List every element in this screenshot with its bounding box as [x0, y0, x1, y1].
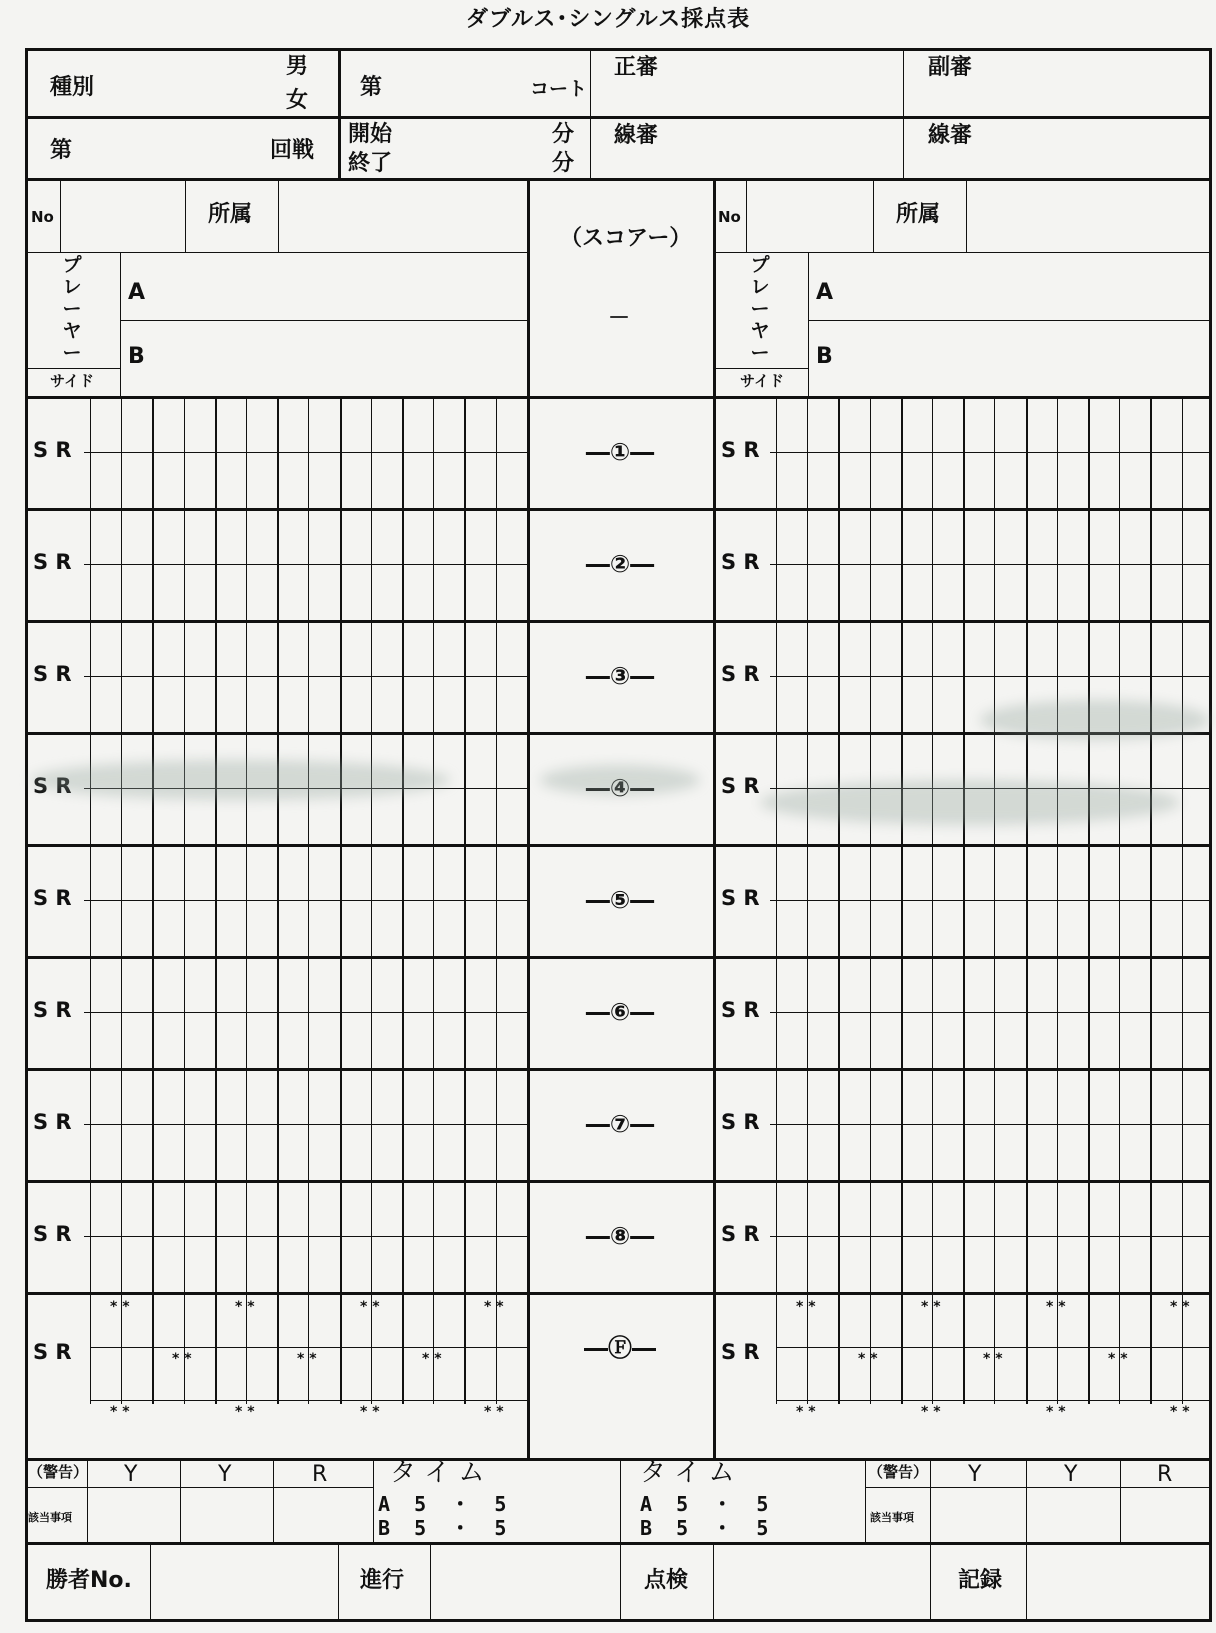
left-side-label: サイド: [50, 372, 94, 390]
right-serve-receive-label: S R: [721, 886, 760, 910]
left-applicable-label: 該当事項: [28, 1511, 72, 1524]
right-serve-receive-label: S R: [721, 998, 760, 1022]
right-final-star-mark: * *: [1170, 1404, 1190, 1420]
left-final-star-mark: * *: [110, 1404, 130, 1420]
left-warning-label: （警告）: [28, 1463, 89, 1481]
left-final-star-mark: * *: [110, 1299, 130, 1315]
left-final-star-mark: * *: [360, 1299, 380, 1315]
right-player-label: プレーヤー: [750, 254, 770, 364]
left-r: R: [312, 1462, 328, 1487]
left-serve-receive-label: S R: [33, 662, 72, 686]
right-side-label: サイド: [740, 372, 784, 390]
right-final-star-mark: * *: [1170, 1299, 1190, 1315]
right-serve-receive-label: S R: [721, 1110, 760, 1134]
category-label: 種別: [50, 75, 95, 100]
line-judge-left-label: 線審: [614, 123, 659, 148]
left-serve-receive-label: S R: [33, 1340, 72, 1364]
left-player-a: A: [128, 280, 146, 305]
right-final-star-mark: * *: [921, 1299, 941, 1315]
end-label: 終了: [348, 151, 393, 176]
right-final-star-mark: * *: [983, 1351, 1003, 1367]
right-serve-receive-label: S R: [721, 662, 760, 686]
game-number-label: ―④―: [585, 774, 655, 802]
left-no-label: No: [31, 208, 54, 226]
left-final-star-mark: * *: [235, 1299, 255, 1315]
form-title: ダブルス･シングルス採点表: [465, 7, 751, 32]
end-minute: 分: [552, 151, 575, 176]
right-final-star-mark: * *: [858, 1351, 878, 1367]
left-player-label: プレーヤー: [62, 254, 82, 364]
chief-umpire-label: 正審: [614, 55, 659, 80]
scan-stain: [540, 765, 700, 795]
round-suffix: 回戦: [270, 138, 315, 163]
right-serve-receive-label: S R: [721, 1222, 760, 1246]
right-time-a: A 5 ・ 5: [640, 1492, 769, 1516]
line-judge-right-label: 線審: [928, 123, 973, 148]
game-number-label: ―①―: [585, 438, 655, 466]
right-serve-receive-label: S R: [721, 774, 760, 798]
left-final-star-mark: * *: [422, 1351, 442, 1367]
left-final-star-mark: * *: [484, 1299, 504, 1315]
left-final-star-mark: * *: [360, 1404, 380, 1420]
court-suffix: コート: [530, 78, 588, 100]
gender-female[interactable]: 女: [286, 88, 309, 113]
right-final-star-mark: * *: [1046, 1404, 1066, 1420]
start-minute: 分: [552, 122, 575, 147]
winner-no-label: 勝者No.: [46, 1568, 132, 1593]
game-number-label: ―⑤―: [585, 886, 655, 914]
right-applicable-label: 該当事項: [870, 1511, 914, 1524]
right-time-b: B 5 ・ 5: [640, 1516, 769, 1540]
right-affiliation-label: 所属: [896, 202, 941, 227]
left-serve-receive-label: S R: [33, 1110, 72, 1134]
left-affiliation-label: 所属: [208, 202, 253, 227]
game-number-label: ―Ⓕ―: [584, 1334, 656, 1362]
left-serve-receive-label: S R: [33, 998, 72, 1022]
right-final-star-mark: * *: [796, 1299, 816, 1315]
left-y1: Y: [124, 1462, 138, 1487]
scan-stain: [30, 760, 450, 800]
scan-stain: [760, 780, 1180, 825]
right-time-label: タ イ ム: [640, 1458, 735, 1488]
left-serve-receive-label: S R: [33, 438, 72, 462]
left-serve-receive-label: S R: [33, 550, 72, 574]
gender-male[interactable]: 男: [286, 54, 309, 79]
game-number-label: ―⑦―: [585, 1110, 655, 1138]
right-no-label: No: [718, 208, 741, 226]
right-serve-receive-label: S R: [721, 1340, 760, 1364]
score-label: （スコアー）: [560, 226, 692, 251]
left-serve-receive-label: S R: [33, 1222, 72, 1246]
right-final-star-mark: * *: [921, 1404, 941, 1420]
right-final-star-mark: * *: [796, 1404, 816, 1420]
game-number-label: ―③―: [585, 662, 655, 690]
game-number-label: ―⑧―: [585, 1222, 655, 1250]
right-y2: Y: [1064, 1462, 1078, 1487]
left-serve-receive-label: S R: [33, 886, 72, 910]
right-final-star-mark: * *: [1046, 1299, 1066, 1315]
left-time-label: タ イ ム: [390, 1458, 485, 1488]
right-player-a: A: [816, 280, 834, 305]
progress-label: 進行: [360, 1568, 405, 1593]
score-dash: －: [608, 306, 631, 331]
right-r: R: [1157, 1462, 1173, 1487]
right-serve-receive-label: S R: [721, 438, 760, 462]
scan-stain: [980, 700, 1210, 740]
sub-umpire-label: 副審: [928, 55, 973, 80]
left-y2: Y: [218, 1462, 232, 1487]
start-label: 開始: [348, 122, 393, 147]
left-time-a: A 5 ・ 5: [378, 1492, 507, 1516]
right-y1: Y: [968, 1462, 982, 1487]
left-time-b: B 5 ・ 5: [378, 1516, 507, 1540]
game-number-label: ―⑥―: [585, 998, 655, 1026]
check-label: 点検: [644, 1568, 689, 1593]
left-final-star-mark: * *: [172, 1351, 192, 1367]
right-warning-label: （警告）: [868, 1463, 929, 1481]
round-prefix: 第: [50, 138, 73, 163]
left-player-b: B: [128, 344, 145, 369]
left-final-star-mark: * *: [235, 1404, 255, 1420]
right-final-star-mark: * *: [1108, 1351, 1128, 1367]
court-prefix: 第: [360, 75, 383, 100]
left-final-star-mark: * *: [484, 1404, 504, 1420]
score-sheet-frame: [25, 48, 1212, 1622]
right-player-b: B: [816, 344, 833, 369]
left-final-star-mark: * *: [297, 1351, 317, 1367]
game-number-label: ―②―: [585, 550, 655, 578]
record-label: 記録: [958, 1568, 1003, 1593]
right-serve-receive-label: S R: [721, 550, 760, 574]
left-serve-receive-label: S R: [33, 774, 72, 798]
